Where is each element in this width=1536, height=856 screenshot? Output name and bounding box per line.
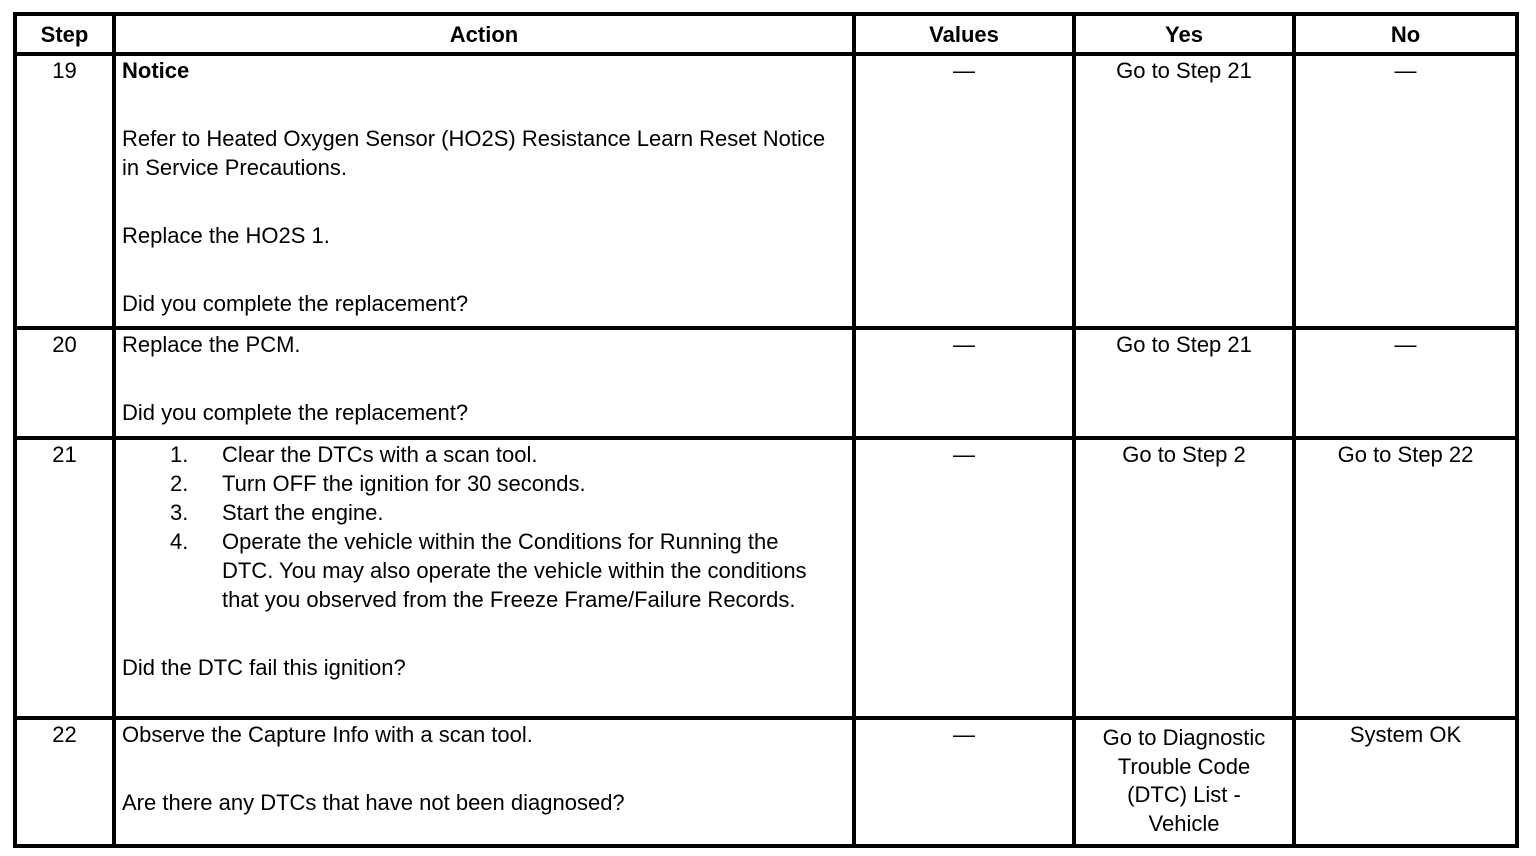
action-cell <box>114 438 854 718</box>
table-row-step-22 <box>15 718 1517 846</box>
list-item-number: 1. <box>170 442 189 467</box>
diagnostic-table <box>13 12 1519 848</box>
header-no: No <box>1294 14 1517 54</box>
header-step: Step <box>15 14 114 54</box>
header-values: Values <box>854 14 1074 54</box>
values-cell: — <box>854 328 1074 438</box>
table-header-row <box>15 14 1517 54</box>
yes-cell: Go to Step 21 <box>1074 54 1294 328</box>
list-item <box>122 498 846 527</box>
question-text: Did the DTC fail this ignition? <box>122 655 406 680</box>
no-cell: — <box>1294 328 1517 438</box>
table-row-step-19 <box>15 54 1517 328</box>
step-number: 19 <box>15 54 114 328</box>
step-number: 20 <box>15 328 114 438</box>
yes-cell: Go to Step 21 <box>1074 328 1294 438</box>
list-item-text: Turn OFF the ignition for 30 seconds. <box>222 471 586 496</box>
list-item-text: Start the engine. <box>222 500 384 525</box>
no-cell: System OK <box>1294 718 1517 846</box>
list-item-text: Clear the DTCs with a scan tool. <box>222 442 538 467</box>
no-cell: Go to Step 22 <box>1294 438 1517 718</box>
yes-cell: Go to Step 2 <box>1074 438 1294 718</box>
numbered-list <box>122 440 846 614</box>
list-item-text: Operate the vehicle within the Conditions for Running the DTC. You may also operate the vehicle within the conditions that you observed from the Freeze Frame/Failure Records. <box>222 529 807 612</box>
step-number: 21 <box>15 438 114 718</box>
instruction-text: Observe the Capture Info with a scan tool. <box>122 722 533 747</box>
question-text: Are there any DTCs that have not been diagnosed? <box>122 790 625 815</box>
values-cell: — <box>854 54 1074 328</box>
header-yes: Yes <box>1074 14 1294 54</box>
yes-cell: Go to Diagnostic Trouble Code (DTC) List - Vehicle <box>1074 718 1294 846</box>
question-text: Did you complete the replacement? <box>122 400 469 425</box>
question-text: Did you complete the replacement? <box>122 291 469 316</box>
values-cell: — <box>854 718 1074 846</box>
notice-title: Notice <box>122 58 190 83</box>
list-item <box>122 440 846 469</box>
table-row-step-20 <box>15 328 1517 438</box>
table-row-step-21 <box>15 438 1517 718</box>
notice-text: Refer to Heated Oxygen Sensor (HO2S) Resistance Learn Reset Notice in Service Precautions. <box>122 126 826 180</box>
action-cell <box>114 54 854 328</box>
step-number: 22 <box>15 718 114 846</box>
action-cell <box>114 328 854 438</box>
instruction-text: Replace the PCM. <box>122 332 301 357</box>
action-cell <box>114 718 854 846</box>
list-item-number: 2. <box>170 471 189 496</box>
values-cell: — <box>854 438 1074 718</box>
list-item <box>122 527 846 614</box>
list-item-number: 3. <box>170 500 189 525</box>
header-action: Action <box>114 14 854 54</box>
instruction-text: Replace the HO2S 1. <box>122 223 330 248</box>
list-item <box>122 469 846 498</box>
list-item-number: 4. <box>170 529 189 554</box>
no-cell: — <box>1294 54 1517 328</box>
